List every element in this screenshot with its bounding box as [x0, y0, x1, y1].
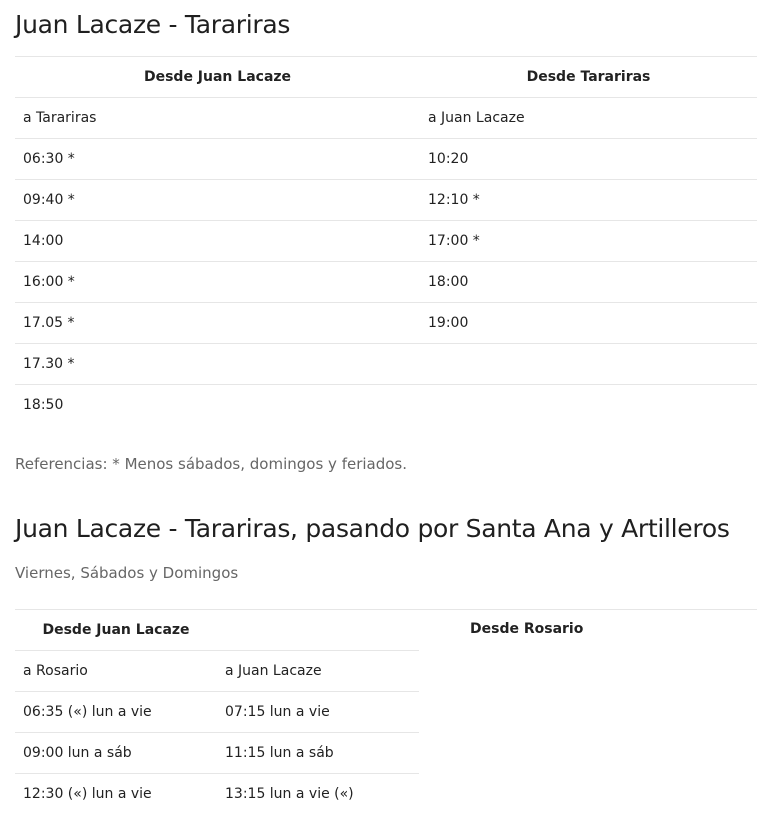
table-row	[15, 262, 757, 303]
header-desde-rosario: Desde Rosario	[470, 621, 583, 637]
header-desde-tarariras: Desde Tarariras	[420, 57, 757, 98]
table-cell: 13:15 lun a vie («)	[217, 774, 419, 814]
table-cell: 12:30 («) lun a vie	[15, 774, 217, 814]
section-title-juan-lacaze-tarariras: Juan Lacaze - Tarariras	[15, 10, 290, 39]
table-cell: 16:00 *	[15, 262, 420, 303]
table-cell: 17.05 *	[15, 303, 420, 344]
table-cell: a Juan Lacaze	[217, 651, 419, 692]
table-cell: 07:15 lun a vie	[217, 692, 419, 733]
table-cell: 17:00 *	[420, 221, 757, 262]
table-cell: a Juan Lacaze	[420, 98, 757, 139]
table-row	[15, 221, 757, 262]
section-title-santa-ana-artilleros: Juan Lacaze - Tarariras, pasando por Santa Ana y Artilleros	[15, 514, 730, 543]
table-cell: 09:00 lun a sáb	[15, 733, 217, 774]
table-cell: 11:15 lun a sáb	[217, 733, 419, 774]
table-cell: 17.30 *	[15, 344, 420, 385]
table-cell: 12:10 *	[420, 180, 757, 221]
table-row	[15, 139, 757, 180]
table-row	[15, 180, 757, 221]
table-cell: 10:20	[420, 139, 757, 180]
table-cell: 18:00	[420, 262, 757, 303]
table-header-row	[15, 610, 419, 651]
table-cell	[420, 344, 757, 385]
section-subtitle-days: Viernes, Sábados y Domingos	[15, 564, 238, 582]
table-cell	[420, 385, 757, 426]
table-cell: a Rosario	[15, 651, 217, 692]
table-row	[15, 303, 757, 344]
header-desde-juan-lacaze: Desde Juan Lacaze	[15, 610, 217, 651]
schedule-table-1	[15, 56, 757, 425]
references-note: Referencias: * Menos sábados, domingos y feriados.	[15, 455, 407, 473]
table-row	[15, 385, 757, 426]
table-cell: a Tarariras	[15, 98, 420, 139]
table-row	[15, 98, 757, 139]
table-row	[15, 651, 419, 692]
table-cell: 14:00	[15, 221, 420, 262]
table-cell: 18:50	[15, 385, 420, 426]
schedule-table-2	[15, 610, 419, 814]
table-row	[15, 692, 419, 733]
table-cell: 06:35 («) lun a vie	[15, 692, 217, 733]
table-row	[15, 344, 757, 385]
table-cell: 09:40 *	[15, 180, 420, 221]
header-empty	[217, 610, 419, 651]
table-row	[15, 733, 419, 774]
table-cell: 06:30 *	[15, 139, 420, 180]
header-desde-juan-lacaze: Desde Juan Lacaze	[15, 57, 420, 98]
table-cell: 19:00	[420, 303, 757, 344]
table-header-row	[15, 57, 757, 98]
table-row	[15, 774, 419, 814]
